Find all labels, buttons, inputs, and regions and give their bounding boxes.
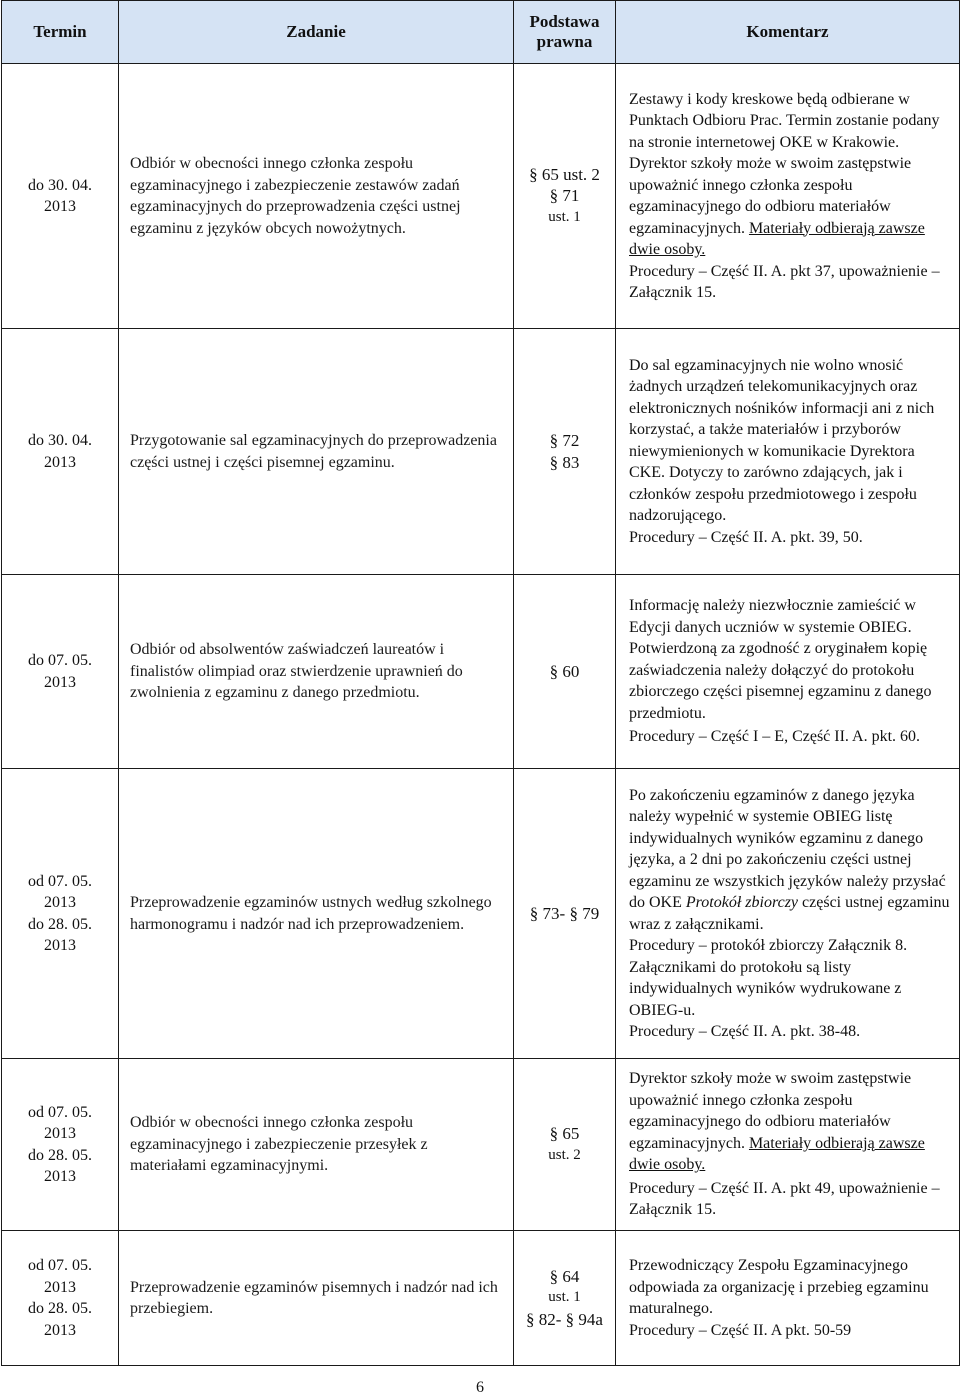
table-row bbox=[2, 64, 960, 329]
date-line: od 07. 05. bbox=[28, 1257, 92, 1274]
table-row bbox=[2, 1231, 960, 1366]
header-termin: Termin bbox=[2, 1, 119, 64]
header-podstawa bbox=[514, 1, 616, 64]
date-line: do 28. 05. bbox=[28, 915, 92, 933]
row-date bbox=[2, 769, 119, 1059]
comment-paragraph: Procedury – Część I – E, Część II. A. pkt. 60. bbox=[629, 728, 921, 746]
page-number: 6 bbox=[476, 1379, 484, 1396]
table-row bbox=[2, 1059, 960, 1231]
table-row bbox=[2, 329, 960, 575]
law-line: § 65 bbox=[549, 1124, 580, 1143]
date-line: do 28. 05. bbox=[28, 1300, 92, 1317]
date-line: 2013 bbox=[44, 1321, 76, 1339]
law-line: § 82- § 94a bbox=[526, 1309, 603, 1329]
comment-paragraph: Zestawy i kody kreskowe będą odbierane w Punktach Odbioru Prac. Termin zostanie podany na stronie internetowej OKE w Krakowie. bbox=[629, 90, 940, 151]
comment-paragraph: Procedury – protokół zbiorczy Załącznik 8. Załącznikami do protokołu są listy indywidualnych wyników wydrukowane z OBIEG-u. bbox=[629, 937, 908, 1019]
row-task: Przeprowadzenie egzaminów ustnych według szkolnego harmonogramu i nadzór nad ich przeprowadzeniem. bbox=[119, 769, 514, 1059]
row-date bbox=[2, 1231, 119, 1366]
row-law bbox=[514, 64, 616, 329]
exam-schedule-table bbox=[1, 0, 960, 1366]
header-podstawa-line2: prawna bbox=[536, 32, 593, 51]
law-line: § 73- § 79 bbox=[529, 903, 600, 923]
date-line: 2013 bbox=[44, 1125, 76, 1142]
comment-paragraph: Informację należy niezwłocznie zamieścić w Edycji danych uczniów w systemie OBIEG. bbox=[629, 597, 916, 636]
date-line: 2013 bbox=[44, 1278, 76, 1296]
header-komentarz: Komentarz bbox=[616, 1, 960, 64]
date-line: do 07. 05. bbox=[28, 652, 92, 669]
date-line: od 07. 05. bbox=[28, 872, 92, 890]
law-line: ust. 2 bbox=[548, 1146, 581, 1163]
table-header-row bbox=[2, 1, 960, 64]
row-task: Odbiór w obecności innego członka zespołu egzaminacyjnego i zabezpieczenie zestawów zadań egzaminacyjnych do przeprowadzenia części ustnej egzaminu z języków obcych nowożytnych. bbox=[119, 64, 514, 329]
date-line: 2013 bbox=[44, 198, 76, 215]
date-line: 2013 bbox=[44, 937, 76, 954]
header-zadanie: Zadanie bbox=[119, 1, 514, 64]
comment-paragraph: Do sal egzaminacyjnych nie wolno wnosić żadnych urządzeń telekomunikacyjnych oraz elektronicznych nośników informacji ani z nich korzystać, a także materiałów i przyborów niewymienionych w komunikacie Dyrektora CKE. Dotyczy to zarówno zdających, jak i członków zespołu przedmiotowego i zespołu nadzorującego. bbox=[629, 356, 935, 525]
comment-paragraph: Dyrektor szkoły może w swoim zastępstwie upoważnić innego członka zespołu egzaminacyjnego do odbioru materiałów egzaminacyjnych. Materiały odbierają zawsze dwie osoby. bbox=[629, 1070, 925, 1174]
law-line: § 72 bbox=[549, 431, 580, 450]
row-task: Odbiór w obecności innego członka zespołu egzaminacyjnego i zabezpieczenie przesyłek z materiałami egzaminacyjnymi. bbox=[119, 1059, 514, 1231]
law-line: § 83 bbox=[549, 452, 580, 472]
law-line: ust. 1 bbox=[548, 208, 581, 225]
law-line: ust. 1 bbox=[548, 1289, 581, 1306]
comment-paragraph: Dyrektor szkoły może w swoim zastępstwie upoważnić innego członka zespołu egzaminacyjnego do odbioru materiałów egzaminacyjnych. Materiały odbierają zawsze dwie osoby. bbox=[629, 155, 925, 258]
row-date bbox=[2, 1059, 119, 1231]
law-line: § 65 ust. 2 bbox=[529, 164, 600, 184]
date-line: 2013 bbox=[44, 453, 76, 471]
italic-protocol-title: Protokół zbiorczy bbox=[685, 894, 799, 911]
row-comment bbox=[616, 1231, 960, 1366]
row-law bbox=[514, 1231, 616, 1366]
row-comment bbox=[616, 575, 960, 769]
row-comment bbox=[616, 329, 960, 575]
row-law bbox=[514, 329, 616, 575]
row-comment bbox=[616, 769, 960, 1059]
underlined-note: Materiały odbierają zawsze dwie osoby. bbox=[629, 219, 925, 258]
date-line: od 07. 05. bbox=[28, 1103, 92, 1121]
row-law bbox=[514, 769, 616, 1059]
comment-paragraph: Procedury – Część II. A. pkt 49, upoważnienie – Załącznik 15. bbox=[629, 1179, 940, 1219]
comment-paragraph: Procedury – Część II. A pkt. 50-59 bbox=[629, 1321, 852, 1339]
comment-paragraph: Po zakończeniu egzaminów z danego języka należy wypełnić w systemie OBIEG listę indywidualnych wyników egzaminu z danego języka, a 2 dni po zakończeniu części ustnej egzaminu ze wszystkich języków należy przysłać do OKE Protokół zbiorczy części ustnej egzaminu wraz z załącznikami. bbox=[629, 786, 950, 933]
row-task: Przeprowadzenie egzaminów pisemnych i nadzór nad ich przebiegiem. bbox=[119, 1231, 514, 1366]
comment-paragraph: Procedury – Część II. A. pkt. 39, 50. bbox=[629, 528, 863, 546]
row-task: Odbiór od absolwentów zaświadczeń laureatów i finalistów olimpiad oraz stwierdzenie uprawnień do zwolnienia z egzaminu z danego przedmiotu. bbox=[119, 575, 514, 769]
date-line: 2013 bbox=[44, 673, 76, 691]
row-comment bbox=[616, 1059, 960, 1231]
comment-paragraph: Procedury – Część II. A. pkt. 38-48. bbox=[629, 1023, 861, 1040]
table-row bbox=[2, 769, 960, 1059]
row-task: Przygotowanie sal egzaminacyjnych do przeprowadzenia części ustnej i części pisemnej egzaminu. bbox=[119, 329, 514, 575]
comment-paragraph: Przewodniczący Zespołu Egzaminacyjnego odpowiada za organizację i przebieg egzaminu maturalnego. bbox=[629, 1257, 929, 1317]
date-line: 2013 bbox=[44, 894, 76, 911]
row-date bbox=[2, 64, 119, 329]
underlined-note: Materiały odbierają zawsze dwie osoby. bbox=[629, 1134, 925, 1174]
comment-paragraph: Potwierdzoną za zgodność z oryginałem kopię zaświadczenia należy dołączyć do protokołu zbiorczego części pisemnej egzaminu z danego przedmiotu. bbox=[629, 640, 932, 722]
row-comment bbox=[616, 64, 960, 329]
law-line: § 60 bbox=[549, 661, 580, 681]
date-line: do 30. 04. bbox=[28, 176, 92, 194]
date-line: 2013 bbox=[44, 1168, 76, 1185]
row-date bbox=[2, 329, 119, 575]
date-line: do 30. 04. bbox=[28, 432, 92, 449]
header-podstawa-line1: Podstawa bbox=[529, 12, 600, 31]
row-date bbox=[2, 575, 119, 769]
comment-paragraph: Procedury – Część II. A. pkt 37, upoważnienie – Załącznik 15. bbox=[629, 262, 940, 301]
law-line: § 71 bbox=[549, 186, 580, 206]
row-law bbox=[514, 1059, 616, 1231]
row-law bbox=[514, 575, 616, 769]
date-line: do 28. 05. bbox=[28, 1146, 92, 1164]
law-line: § 64 bbox=[549, 1266, 580, 1286]
table-row bbox=[2, 575, 960, 769]
